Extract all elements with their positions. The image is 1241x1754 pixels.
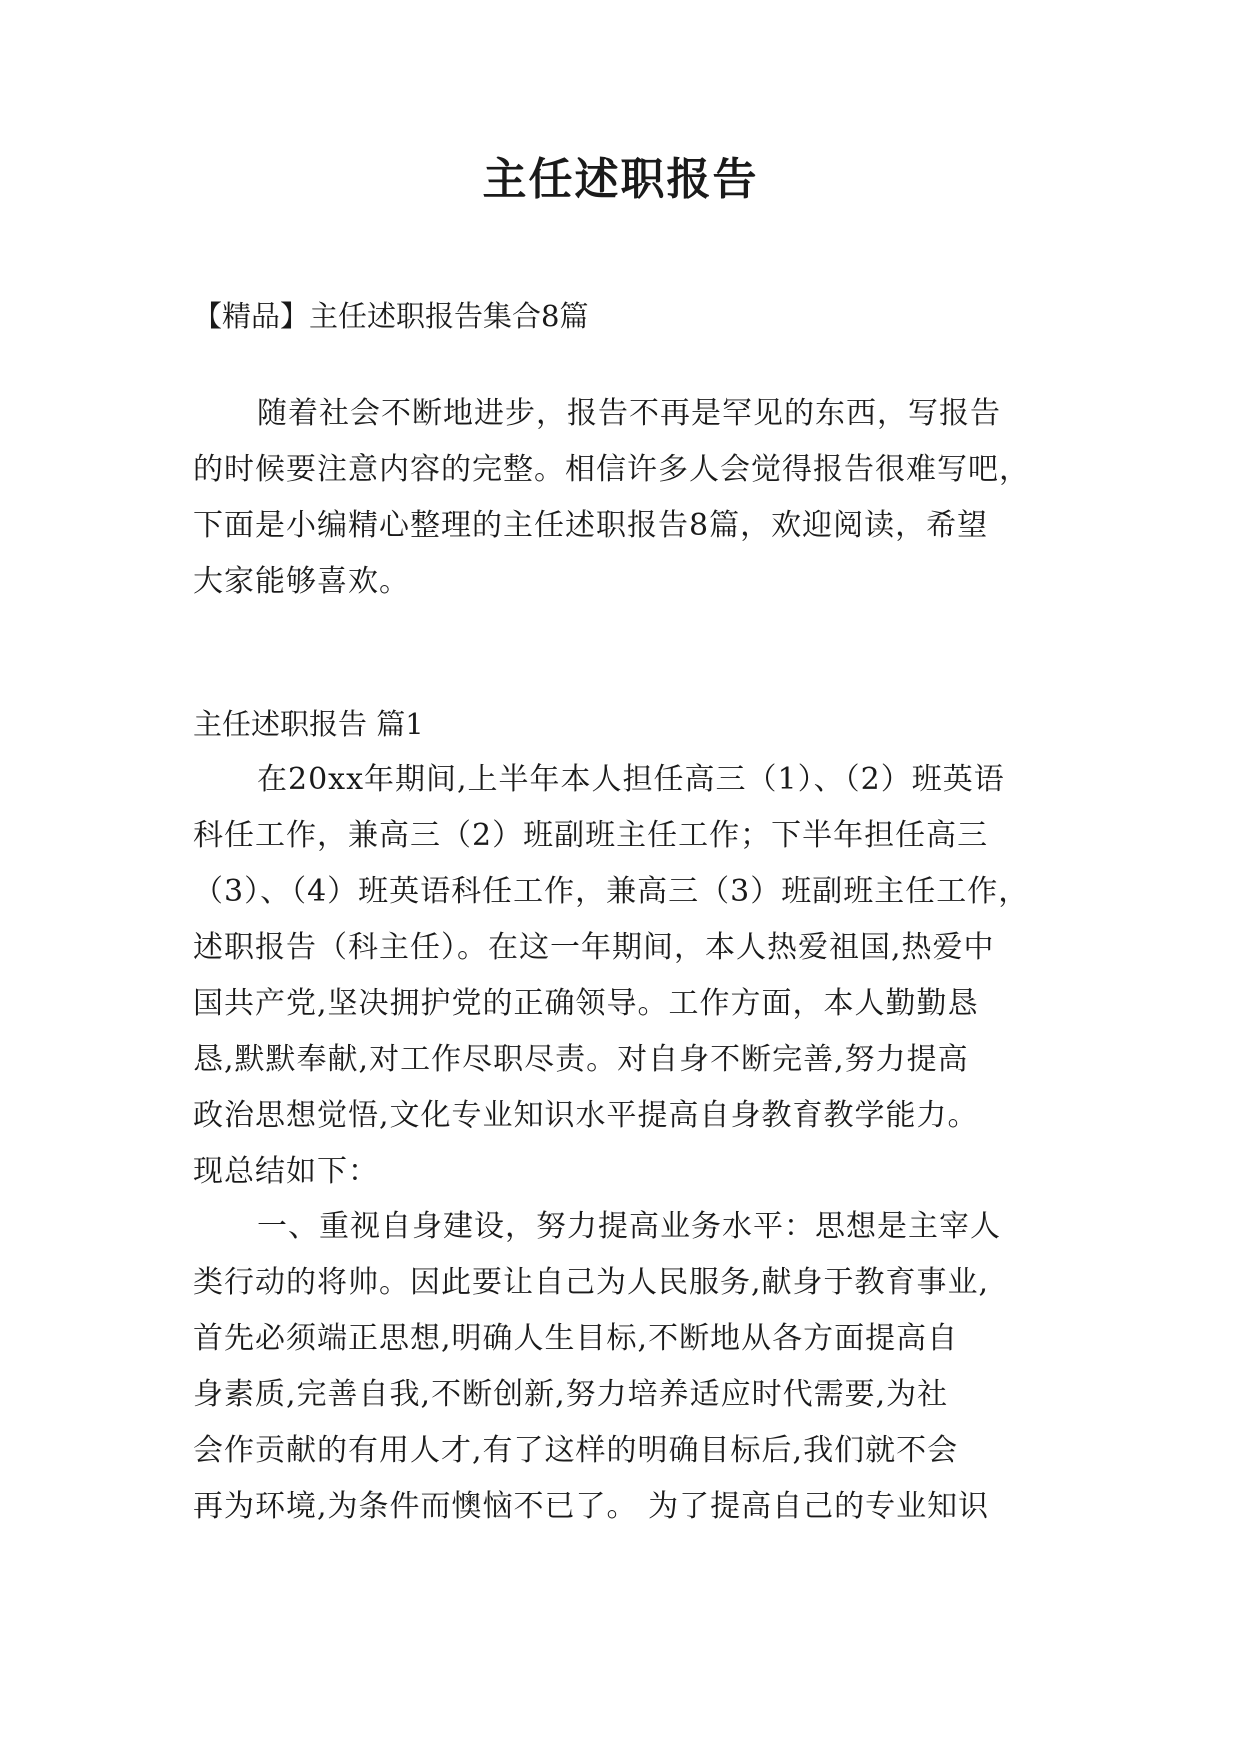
- intro-line: 随着社会不断地进步，报告不再是罕见的东西，写报告: [257, 396, 1001, 431]
- paragraph-line: 首先必须端正思想,明确人生目标,不断地从各方面提高自: [193, 1321, 959, 1356]
- intro-line: 下面是小编精心整理的主任述职报告8篇，欢迎阅读，希望: [193, 508, 989, 543]
- paragraph-line: 一、重视自身建设，努力提高业务水平：思想是主宰人: [257, 1209, 1001, 1244]
- paragraph-line: 国共产党,坚决拥护党的正确领导。工作方面，本人勤勤恳: [193, 986, 979, 1021]
- paragraph-line: 恳,默默奉献,对工作尽职尽责。对自身不断完善,努力提高: [193, 1042, 969, 1077]
- paragraph-line: 类行动的将帅。因此要让自己为人民服务,献身于教育事业,: [193, 1265, 990, 1300]
- paragraph-line: 述职报告（科主任）。在这一年期间，本人热爱祖国,热爱中: [193, 930, 995, 965]
- document-subtitle: 【精品】主任述职报告集合8篇: [193, 299, 589, 333]
- paragraph-line: 现总结如下：: [193, 1154, 379, 1189]
- paragraph-line: （3）、（4）班英语科任工作，兼高三（3）班副班主任工作，: [193, 874, 1030, 909]
- paragraph-line: 政治思想觉悟,文化专业知识水平提高自身教育教学能力。: [193, 1098, 979, 1133]
- paragraph-line: 会作贡献的有用人才,有了这样的明确目标后,我们就不会: [193, 1433, 959, 1468]
- document-title: 主任述职报告: [482, 154, 759, 205]
- section-heading: 主任述职报告 篇1: [193, 707, 424, 741]
- intro-line: 的时候要注意内容的完整。相信许多人会觉得报告很难写吧，: [193, 452, 1030, 487]
- paragraph-line: 再为环境,为条件而懊恼不已了。 为了提高自己的专业知识: [193, 1489, 990, 1524]
- intro-line: 大家能够喜欢。: [193, 564, 410, 599]
- section-paragraph-2: [193, 1199, 1073, 1535]
- paragraph-line: 身素质,完善自我,不断创新,努力培养适应时代需要,为社: [193, 1377, 949, 1412]
- intro-paragraph: [193, 386, 1073, 610]
- section-paragraph-1: [193, 752, 1073, 1200]
- paragraph-line: 在20xx年期间,上半年本人担任高三（1）、（2）班英语: [257, 762, 1005, 797]
- paragraph-line: 科任工作，兼高三（2）班副班主任工作；下半年担任高三: [193, 818, 989, 853]
